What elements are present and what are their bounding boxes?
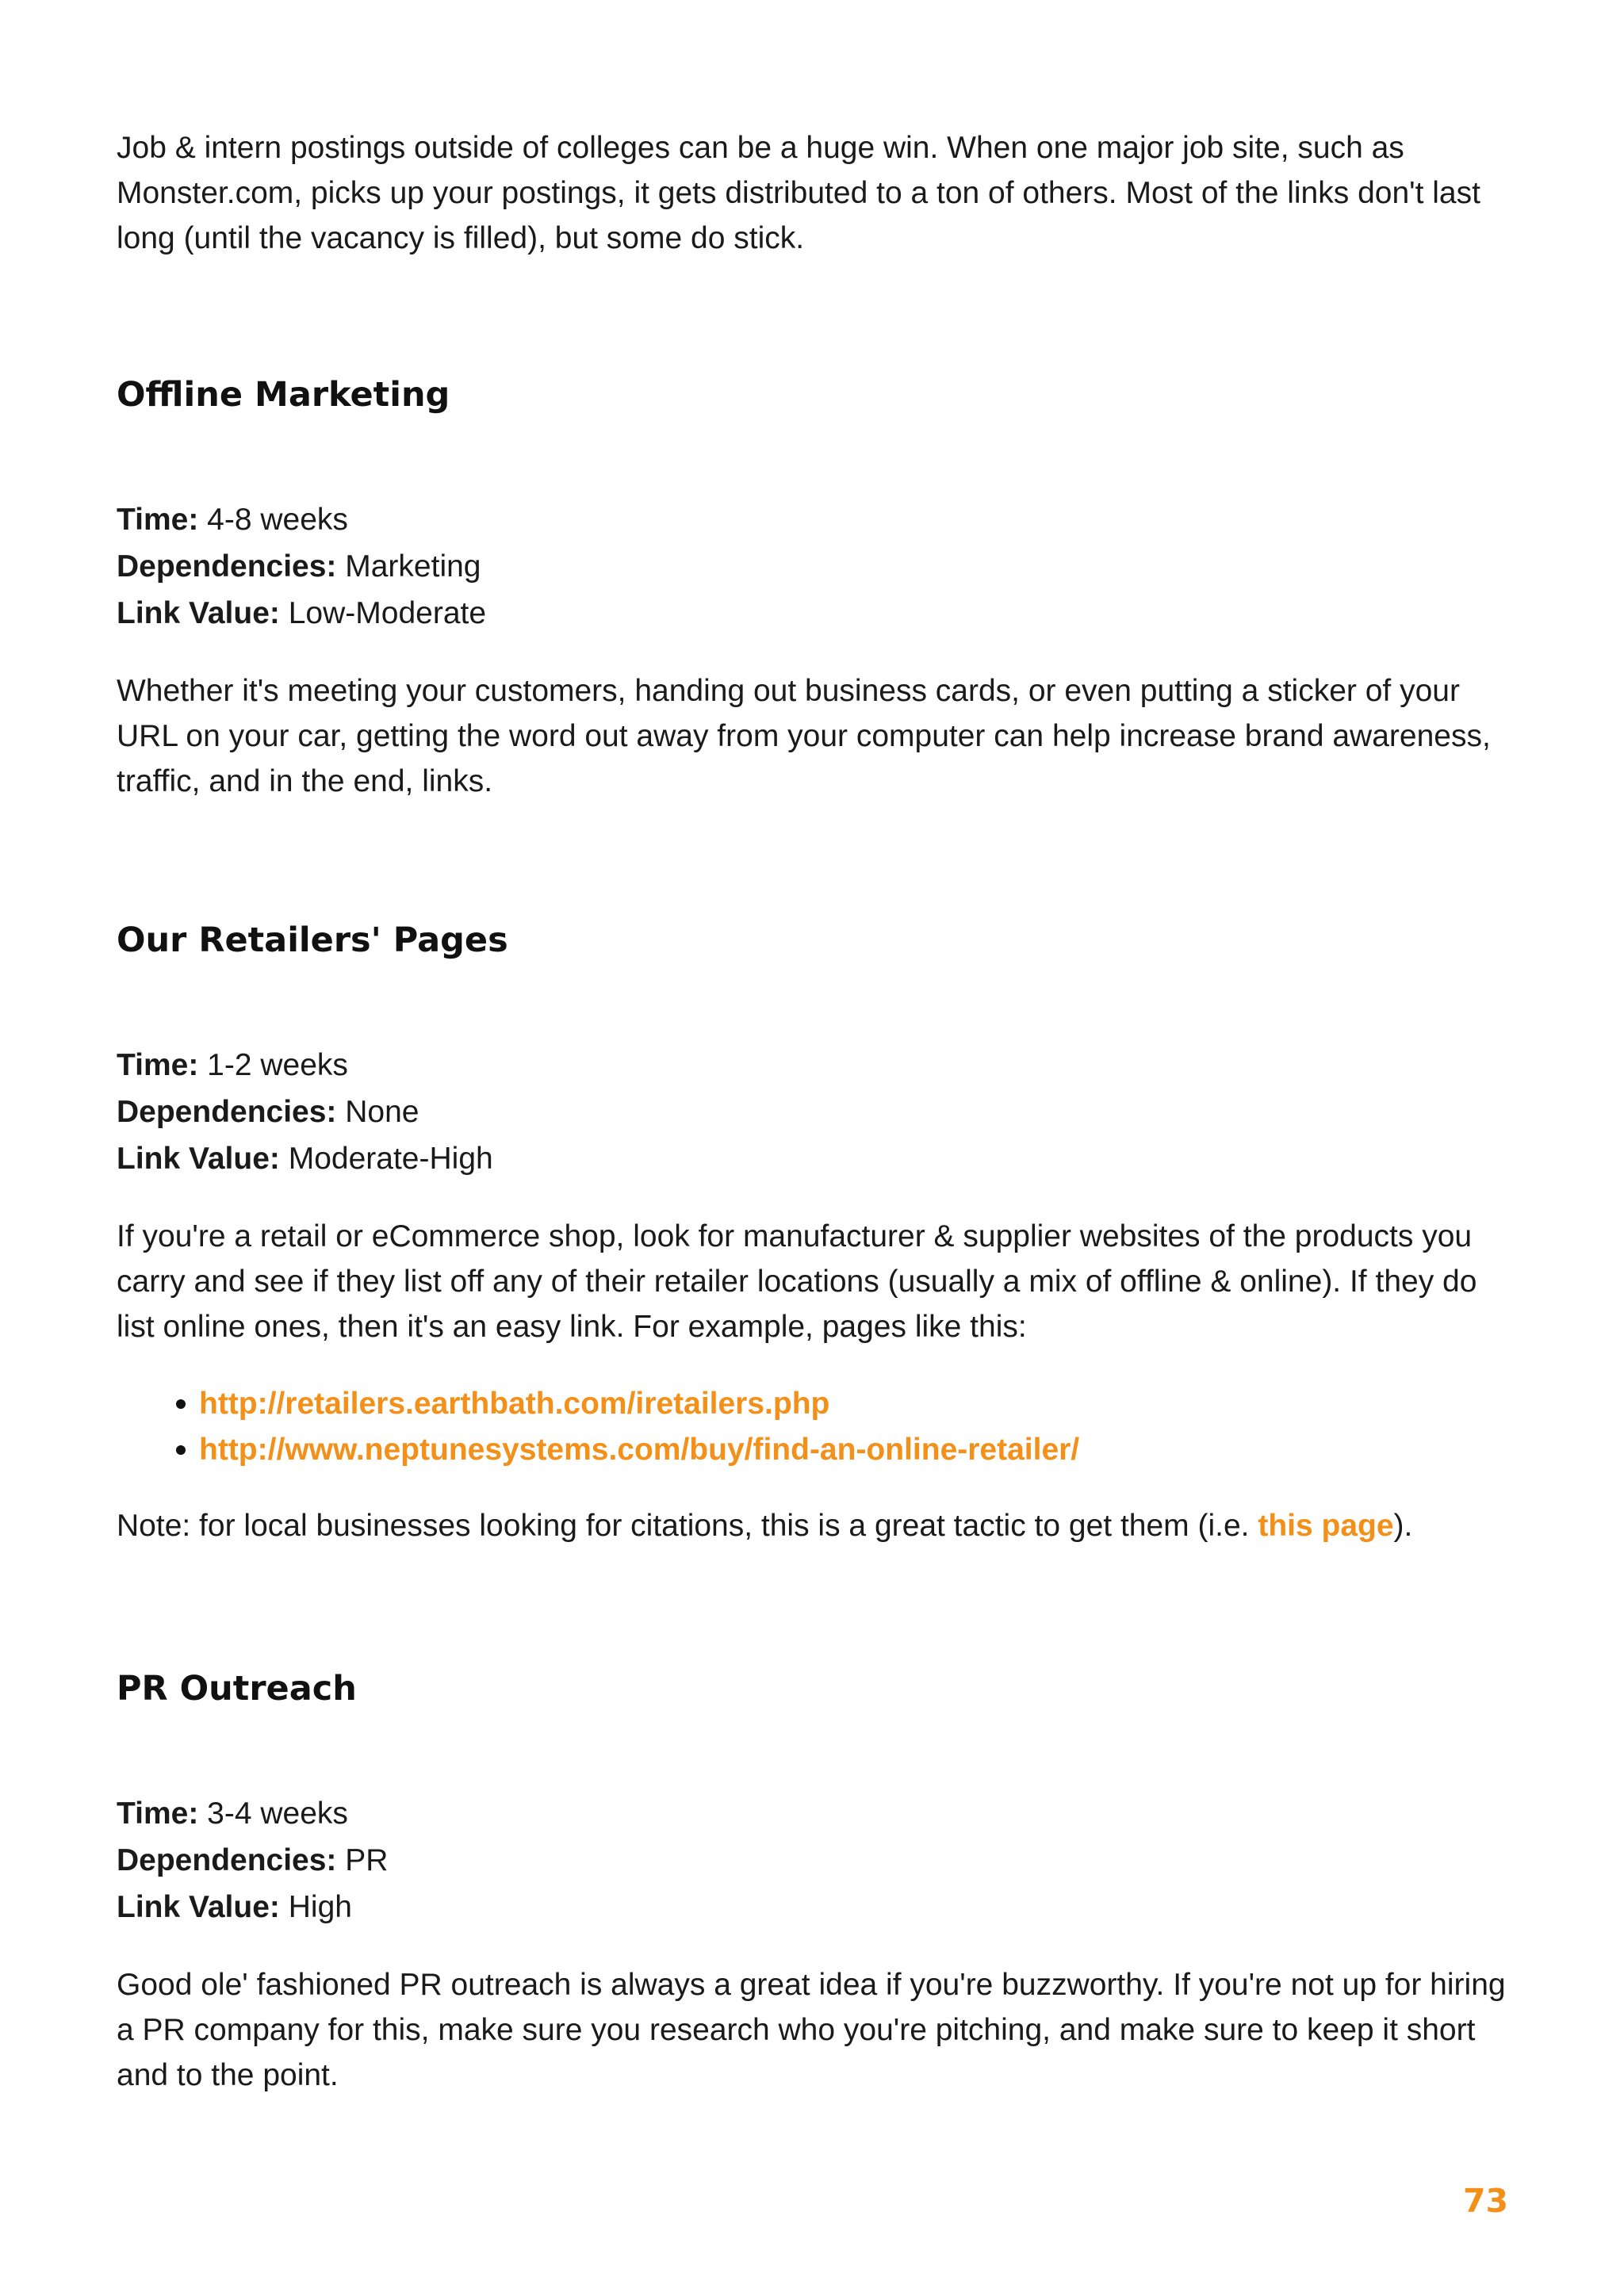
section-body: Good ole' fashioned PR outreach is always a great idea if you're buzzworthy. If you're not up for hiring a PR company for this, make sure you research who you're pitching, and make sure to keep it short and to the point. <box>117 1968 1506 2092</box>
meta-time-value: 1-2 weeks <box>198 1048 348 1082</box>
meta-time-value: 3-4 weeks <box>198 1797 348 1831</box>
section-heading: Offline Marketing <box>117 375 450 415</box>
meta-dependencies <box>117 1089 1512 1135</box>
section-meta <box>117 496 1512 637</box>
page-number: 73 <box>1462 2182 1508 2220</box>
meta-time <box>117 496 1512 543</box>
meta-dependencies-value: None <box>336 1095 419 1129</box>
intro-paragraph: Job & intern postings outside of colleges can be a huge win. When one major job site, such as Monster.com, picks up your postings, it gets distributed to a ton of others. Most of the links don't last long (until the vacancy is filled), but some do stick. <box>117 131 1480 255</box>
this-page-link[interactable]: this page <box>1258 1509 1394 1543</box>
meta-time-label: Time: <box>117 1797 199 1831</box>
section-meta <box>117 1790 1512 1931</box>
meta-time-label: Time: <box>117 1048 199 1082</box>
meta-link-value-value: Low-Moderate <box>279 596 487 630</box>
meta-link-value-label: Link Value: <box>117 1890 280 1924</box>
list-item <box>199 1381 1512 1427</box>
section-body: If you're a retail or eCommerce shop, look for manufacturer & supplier websites of the products you carry and see if they list off any of their retailer locations (usually a mix of offline & online). If they do list online ones, then it's an easy link. For example, pages like this: <box>117 1219 1477 1344</box>
meta-link-value <box>117 1135 1512 1182</box>
retailer-links-list <box>117 1381 1512 1473</box>
note-text-before: Note: for local businesses looking for citations, this is a great tactic to get them (i.e. <box>117 1509 1258 1543</box>
section-body: Whether it's meeting your customers, handing out business cards, or even putting a sticker of your URL on your car, getting the word out away from your computer can help increase brand awareness, traffic, and in the end, links. <box>117 674 1491 798</box>
section-retailers-pages <box>117 918 1512 1548</box>
meta-link-value <box>117 1884 1512 1931</box>
meta-dependencies <box>117 543 1512 590</box>
meta-time-value: 4-8 weeks <box>198 503 348 537</box>
retailer-link-earthbath[interactable]: http://retailers.earthbath.com/iretailers.php <box>199 1387 830 1421</box>
meta-link-value <box>117 590 1512 637</box>
meta-dependencies-label: Dependencies: <box>117 549 337 584</box>
citation-note <box>117 1503 1512 1548</box>
meta-link-value-value: Moderate-High <box>279 1142 493 1176</box>
meta-link-value-value: High <box>279 1890 352 1924</box>
meta-time <box>117 1790 1512 1837</box>
retailer-link-neptunesystems[interactable]: http://www.neptunesystems.com/buy/find-an-online-retailer/ <box>199 1433 1080 1467</box>
meta-dependencies-value: PR <box>336 1843 389 1877</box>
note-text-after: ). <box>1393 1509 1413 1543</box>
meta-dependencies-label: Dependencies: <box>117 1095 337 1129</box>
section-offline-marketing <box>117 373 1512 804</box>
list-item <box>199 1427 1512 1473</box>
meta-dependencies-value: Marketing <box>336 549 481 584</box>
section-pr-outreach <box>117 1667 1512 2098</box>
meta-dependencies <box>117 1837 1512 1884</box>
section-meta <box>117 1042 1512 1182</box>
meta-link-value-label: Link Value: <box>117 1142 280 1176</box>
section-heading: Our Retailers' Pages <box>117 920 508 960</box>
meta-time <box>117 1042 1512 1089</box>
meta-dependencies-label: Dependencies: <box>117 1843 337 1877</box>
meta-link-value-label: Link Value: <box>117 596 280 630</box>
meta-time-label: Time: <box>117 503 199 537</box>
section-heading: PR Outreach <box>117 1669 357 1709</box>
